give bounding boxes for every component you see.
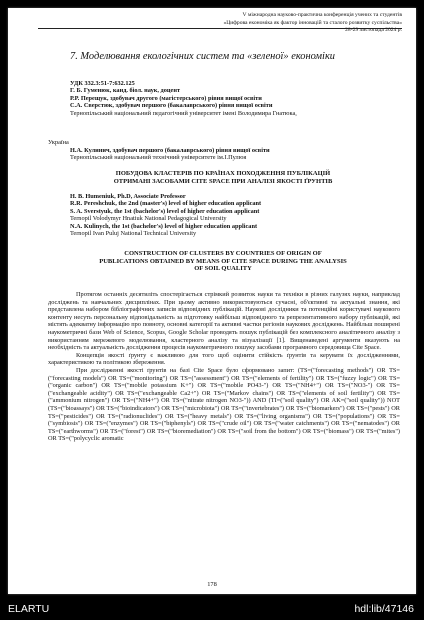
affiliation: Тернопільський національний технічний університете ім.І.Пулюя bbox=[70, 154, 247, 162]
udk-code: УДК 332.3:51-7:632.125 bbox=[70, 80, 135, 87]
header-rule bbox=[38, 28, 402, 29]
footer-handle: hdl:lib/47146 bbox=[354, 603, 414, 615]
author-line: R.R. Pereshchuk, the 2nd (master's) level of higher education applicant bbox=[70, 200, 262, 208]
paragraph: При дослідженні якості ґрунтів на базі Cite Space було сформовано запит: (TS=("forecasting methods") OR TS=("forecasting models") OR TS=("monitoring") OR TS=("assessment") OR TS=("elements of fertility") OR TS=("fuzzy logic") OR TS=("organic carbon") OR TS=("mobile potassium K+") OR TS=("mobile PO43-") OR TS=("NH4+") OR TS=("NO3-") OR TS=("exchangeable acidity") OR TS=("exchangeable Ca2+") OR TS=("Markov chains") OR TS=("elements of soil fertility") OR TS=("ammonium nitrogen") OR TS=("NH4+") OR TS=("nitrate nitrogen NO3-")) AND (TI=("soil quality") OR AK=("soil quality")) NOT (TS=("bioassays") OR TS=("bioindicators") OR TS=("microbiota") OR TS=("invertebrates") OR TS=("biomarkers") OR TS=("pests") OR TS=("pesticides") OR TS=("radionuclides") OR TS=("heavy metals") OR TS=("living organisms") OR TS=("populations") OR TS=("symbiosis") OR TS=("enzymes") OR TS=("biphenyls") OR TS=("crude oil") OR TS=("water catchments") OR TS=("nematodes") OR TS=("earthworms") OR TS=("forest") OR TS=("bioremediation") OR TS=("soil from the bottom") OR TS=("biomass") OR TS=("mites") OR TS=("polycyclic aromatic bbox=[48, 366, 400, 443]
title-line: PUBLICATIONS OBTAINED BY MEANS OF CITE SPACE DURING THE ANALYSIS bbox=[99, 257, 347, 265]
title-line: ОТРИМАНІ ЗАСОБАМИ CITE SPACE ПРИ АНАЛІЗІ ЯКОСТІ ҐРУНТІВ bbox=[113, 177, 333, 185]
section-title: 7. Моделювання екологічних систем та «зеленої» економіки bbox=[70, 51, 336, 62]
running-header bbox=[223, 12, 402, 35]
conference-line: V міжнародна науково-практична конференція учених та студентів bbox=[242, 12, 402, 18]
author-line: N.A. Kulinych, the 1st (bachelor's) level of higher education applicant bbox=[70, 222, 258, 230]
author-line: Н.А. Кулинич, здобувач першого (бакалаврського) рівня вищої освіти bbox=[70, 147, 270, 154]
footer-repository-name: ELARTU bbox=[8, 603, 50, 615]
title-line: ПОБУДОВА КЛАСТЕРІВ ПО КРАЇНАХ ПОХОДЖЕННЯ ПУБЛІКАЦІЙ bbox=[115, 170, 331, 177]
conference-title: «Цифрова економіка як фактор інновацій та сталого розвитку суспільства» bbox=[223, 19, 402, 26]
author-line: H. B. Humeniuk, Ph.D, Associate Professor bbox=[70, 193, 186, 200]
authors-ukrainian-2 bbox=[70, 147, 400, 162]
paragraph: Протягом останніх десятиліть спостерігається стрімкий розвиток науки та техніки в різних галузях науки, наприклад досліджень та навчальних дисциплінах. При цьому активно використовуються сучасні, об'єктивні та актуальні знання, які представлена набором бібліографічних записів відповідних публікацій. Наукові дослідники та потенційні користувачі наукового контенту несуть персональну відповідальність за підготовку найбільш відповідного та репрезентативного набору публікацій, які містять адекватну інформацію про повноту, основні категорії та активні частки регіонів наукових досліджень. Найбільш поширені наукометричні бази Web of Science, Scopus, Google Scholar проводять пошук публікацій без комплексного аналітичного аналізу з використанням мережевого моделювання, кластерного аналізу та візуалізації [1]. Вищенаведені аргументи вказують на необхідність та актуальність дослідження процесів наукометричного пошуку засобами програмного середовища Cite Space. bbox=[48, 291, 400, 352]
author-line: S. A. Sverstyuk, the 1st (bachelor's) level of higher education applicant bbox=[70, 207, 260, 215]
author-line: Г. Б. Гуменюк, канд. біол. наук, доцент bbox=[70, 87, 181, 95]
conference-dates: 28-29 листопада 2024 р. bbox=[345, 27, 402, 34]
page-number: 178 bbox=[207, 581, 217, 588]
body-text bbox=[48, 291, 400, 443]
title-english bbox=[48, 250, 398, 273]
title-ukrainian bbox=[48, 170, 398, 185]
document-page bbox=[8, 8, 416, 594]
author-line: С.А. Сверстюк, здобувач першого (бакалаврського) рівня вищої освіти bbox=[70, 102, 273, 110]
affiliation: Ternopil Volodymyr Hnatiuk National Pedagogical University bbox=[70, 215, 227, 223]
paragraph: Концепція якості ґрунту є важливою для того щоб оцінити стійкість ґрунтів та керувати їх дослідженнями, характеристикою та політикою збереження. bbox=[48, 351, 400, 367]
affiliation: Тернопільський національний педагогічний університет імені Володимира Гнатюка, bbox=[70, 109, 297, 117]
authors-english bbox=[70, 193, 400, 237]
title-line: CONSTRUCTION OF CLUSTERS BY COUNTRIES OF ORIGIN OF bbox=[124, 250, 322, 257]
authors-ukrainian bbox=[70, 80, 400, 117]
title-line: OF SOIL QUALITY bbox=[194, 265, 252, 273]
affiliation: Ternopil Ivan Puluj National Technical University bbox=[70, 230, 197, 238]
affiliation-country: Україна bbox=[48, 139, 69, 146]
author-line: Р.Р. Перещук, здобувач другого (магістерського) рівня вищої освіти bbox=[70, 94, 262, 102]
